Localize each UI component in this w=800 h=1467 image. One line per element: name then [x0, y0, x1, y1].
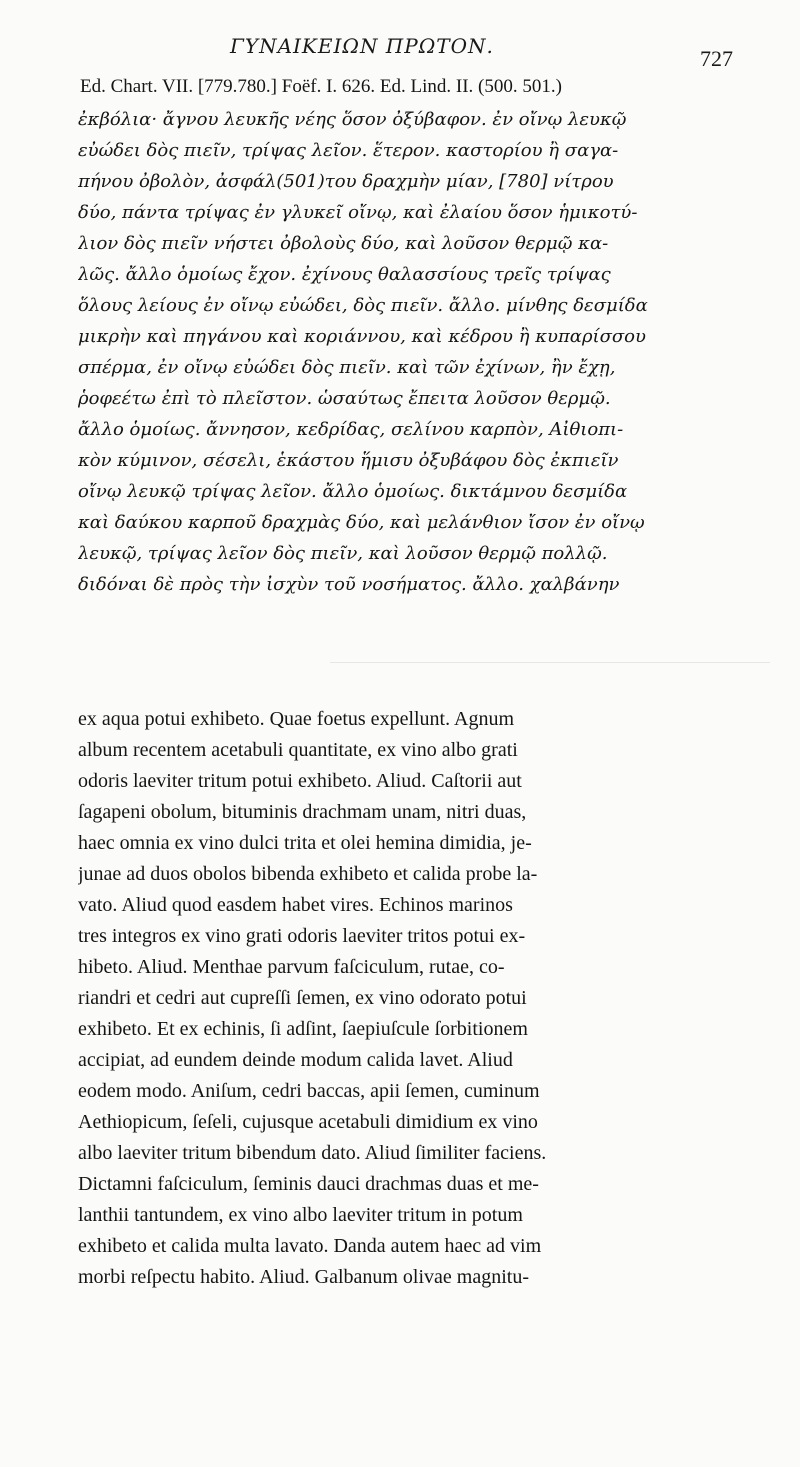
running-title: ΓΥΝΑΙΚΕΙΩΝ ΠΡΩΤΟΝ. [230, 34, 494, 58]
latin-line: albo laeviter tritum bibendum dato. Aliud ſimiliter faciens. [78, 1142, 547, 1164]
latin-line: Aethiopicum, ſeſeli, cujusque acetabuli dimidium ex vino [78, 1111, 538, 1133]
running-head [80, 8, 800, 78]
latin-line: junae ad duos obolos bibenda exhibeto et calida probe la- [78, 863, 538, 885]
edition-reference-line: Ed. Chart. VII. [779.780.] Foëf. I. 626. Ed. Lind. II. (500. 501.) [80, 76, 562, 97]
latin-line: morbi reſpectu habito. Aliud. Galbanum olivae magnitu- [78, 1266, 530, 1288]
latin-line: exhibeto. Et ex echinis, ſi adſint, ſaepiuſcule ſorbitionem [78, 1018, 528, 1040]
latin-line: eodem modo. Aniſum, cedri baccas, apii ſemen, cuminum [78, 1080, 540, 1102]
greek-line: μικρὴν καὶ πηγάνου καὶ κοριάννου, καὶ κέδρου ἢ κυπαρίσσου [78, 326, 646, 347]
greek-line: καὶ δαύκου καρποῦ δραχμὰς δύο, καὶ μελάνθιον ἴσον ἐν οἴνῳ [78, 512, 645, 533]
latin-line: accipiat, ad eundem deinde modum calida lavet. Aliud [78, 1049, 513, 1071]
latin-text-block [78, 704, 798, 1293]
greek-line: δύο, πάντα τρίψας ἐν γλυκεῖ οἴνῳ, καὶ ἐλαίου ὅσον ἡμικοτύ- [78, 202, 638, 223]
greek-line: κὸν κύμινον, σέσελι, ἑκάστου ἥμισυ ὀξυβάφου δὸς ἐκπιεῖν [78, 450, 619, 471]
greek-line: ὅλους λείους ἐν οἴνῳ εὐώδει, δὸς πιεῖν. ἄλλο. μίνθης δεσμίδα [78, 295, 648, 316]
greek-line: ῥοφεέτω ἐπὶ τὸ πλεῖστον. ὡσαύτως ἔπειτα λοῦσον θερμῷ. [78, 388, 611, 409]
latin-line: riandri et cedri aut cupreſſi ſemen, ex vino odorato potui [78, 987, 527, 1009]
latin-line: hibeto. Aliud. Menthae parvum faſciculum, rutae, co- [78, 956, 505, 978]
latin-line: album recentem acetabuli quantitate, ex vino albo grati [78, 739, 518, 761]
latin-line: exhibeto et calida multa lavato. Danda autem haec ad vim [78, 1235, 542, 1257]
greek-line: εὐώδει δὸς πιεῖν, τρίψας λεῖον. ἕτερον. καστορίου ἢ σαγα- [78, 140, 619, 161]
latin-line: Dictamni faſciculum, ſeminis dauci drachmas duas et me- [78, 1173, 539, 1195]
greek-line: ἄλλο ὁμοίως. ἄννησον, κεδρίδας, σελίνου καρπὸν, Αἰθιοπι- [78, 419, 624, 440]
greek-line: λευκῷ, τρίψας λεῖον δὸς πιεῖν, καὶ λοῦσον θερμῷ πολλῷ. [78, 543, 608, 564]
latin-line: ex aqua potui exhibeto. Quae foetus expellunt. Agnum [78, 708, 515, 730]
greek-line: λιον δὸς πιεῖν νήστει ὀβολοὺς δύο, καὶ λοῦσον θερμῷ κα- [78, 233, 609, 254]
greek-line: οἴνῳ λευκῷ τρίψας λεῖον. ἄλλο ὁμοίως. δικτάμνου δεσμίδα [78, 481, 628, 502]
greek-text-block [78, 104, 798, 600]
greek-line: σπέρμα, ἐν οἴνῳ εὐώδει δὸς πιεῖν. καὶ τῶν ἐχίνων, ἢν ἔχῃ, [78, 357, 616, 378]
greek-line: ἐκβόλια· ἄγνου λευκῆς νέης ὅσον ὀξύβαφον. ἐν οἴνῳ λευκῷ [78, 109, 627, 130]
greek-line: λῶς. ἄλλο ὁμοίως ἔχον. ἐχίνους θαλασσίους τρεῖς τρίψας [78, 264, 611, 285]
bleed-through-trace [330, 662, 770, 663]
latin-line: lanthii tantundem, ex vino albo laeviter tritum in potum [78, 1204, 523, 1226]
greek-line: πήνου ὀβολὸν, ἀσφάλ(501)του δραχμὴν μίαν, [780] νίτρου [78, 171, 614, 192]
latin-line: odoris laeviter tritum potui exhibeto. Aliud. Caſtorii aut [78, 770, 522, 792]
latin-line: haec omnia ex vino dulci trita et olei hemina dimidia, je- [78, 832, 532, 854]
greek-line: διδόναι δὲ πρὸς τὴν ἰσχὺν τοῦ νοσήματος. ἄλλο. χαλβάνην [78, 574, 620, 595]
page-number: 727 [700, 46, 733, 71]
latin-line: tres integros ex vino grati odoris laeviter tritos potui ex- [78, 925, 526, 947]
latin-line: vato. Aliud quod easdem habet vires. Echinos marinos [78, 894, 513, 916]
latin-line: ſagapeni obolum, bituminis drachmam unam, nitri duas, [78, 801, 527, 823]
